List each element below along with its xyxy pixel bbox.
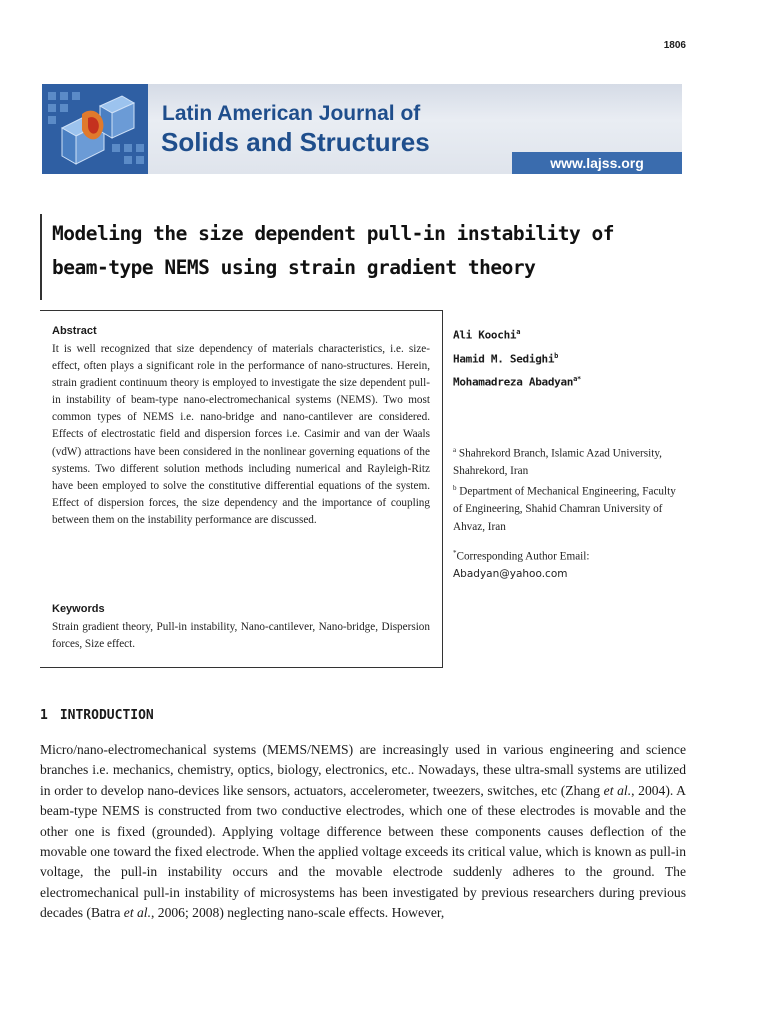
journal-name-line2: Solids and Structures: [161, 127, 430, 157]
introduction-paragraph: Micro/nano-electromechanical systems (MEMS/NEMS) are increasingly used in various engineering and science branches i.e. mechanics, chemistry, optics, biology, electronics, etc.. Nowadays, these ultra-small systems are utilized in order to develop nano-devices like sensors, actuators, accelerometer, tweezers, switches, etc (Zhang et al., 2004). A beam-type NEMS is constructed from two conductive electrodes, which one of these electrodes is movable and the other one is fixed (grounded). Applying voltage difference between these components causes deflection of the movable one toward the fixed electrode. When the applied voltage exceeds its critical value, which is known as pull-in voltage, the pull-in instability occurs and the movable electrode suddenly adheres to the ground. The electromechanical pull-in instability of microsystems has been investigated by previous researchers during previous decades (Batra et al., 2006; 2008) neglecting nano-scale effects. However,: [40, 742, 686, 921]
paper-title-line2: beam-type NEMS using strain gradient theory: [52, 256, 536, 279]
abstract-text: It is well recognized that size dependency of materials characteristics, i.e. size-effect, often plays a significant role in the performance of nano-structures. Herein, strain gradient continuum theory is employed to investigate the size dependent pull-in instability of beam-type nano-electromechanical systems (NEMS). Two most common types of NEMS i.e. nano-bridge and nano-cantilever are considered. Effects of electrostatic field and dispersion forces i.e. Casimir and van der Waals (vdW) attractions have been considered in the nonlinear governing equations of the systems. Two different solution methods including numerical and Rayleigh-Ritz have been employed to solve the constitutive differential equations of the system. Effect of dispersion forces, the size dependency and the importance of coupling between them on the instability performance are discussed.: [52, 343, 430, 526]
corresponding-email: [453, 566, 683, 583]
corresponding-author: *Corresponding Author Email:: [453, 548, 590, 563]
paper-title-block: [40, 214, 682, 300]
affiliations: [453, 442, 683, 583]
author-name: Mohamadreza Abadyan$^{a*}$: [453, 375, 581, 389]
section-title: INTRODUCTION: [59, 708, 154, 723]
author-name: Hamid M. Sedighi$^b$: [453, 351, 559, 366]
abstract-box: [40, 310, 443, 668]
journal-banner: [42, 84, 682, 174]
journal-logo-icon: [42, 84, 148, 174]
affiliation-a: $^a$ Shahrekord Branch, Islamic Azad University, Shahrekord, Iran: [453, 446, 662, 478]
keywords-heading: Keywords: [52, 603, 105, 615]
paper-title: [42, 214, 682, 285]
email-link[interactable]: Abadyan@yahoo.com: [453, 567, 568, 580]
author-name: Ali Koochi$^a$: [453, 328, 521, 342]
paper-title-line1: Modeling the size dependent pull-in instability of: [52, 222, 614, 245]
journal-url-link[interactable]: www.lajss.org: [512, 152, 682, 174]
section-number: 1: [40, 708, 48, 723]
keywords-text: Strain gradient theory, Pull-in instability, Nano-cantilever, Nano-bridge, Dispersion forces, Size effect.: [52, 621, 430, 651]
journal-name-line1: Latin American Journal of: [162, 102, 421, 125]
introduction-heading: [40, 708, 154, 723]
abstract-heading: Abstract: [52, 325, 97, 337]
affiliation-b: $^b$ Department of Mechanical Engineering, Faculty of Engineering, Shahid Chamran University of Ahvaz, Iran: [453, 484, 676, 533]
author-list: [453, 322, 693, 393]
page-number: 1806: [663, 40, 686, 51]
